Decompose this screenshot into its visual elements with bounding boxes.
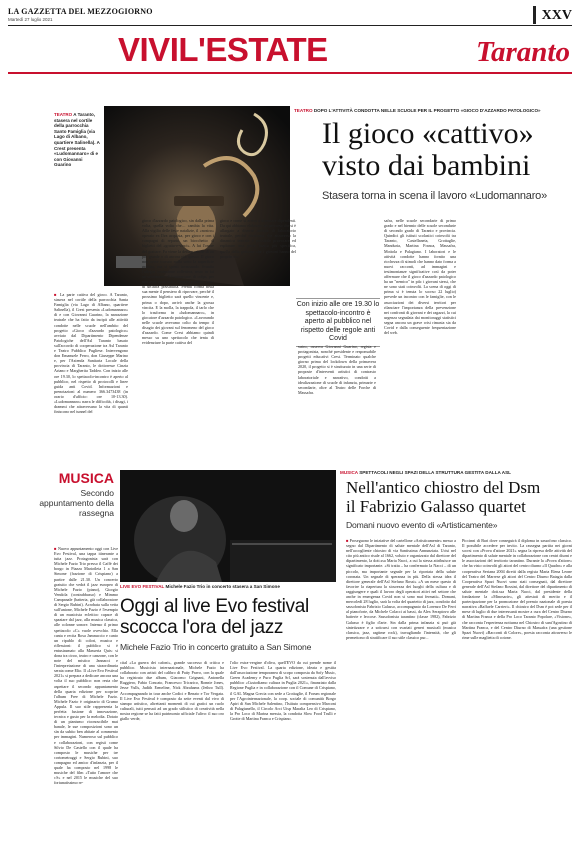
story1-caption [54, 112, 100, 168]
story2-column-2: cital «La guerra dei cafoni», grande successo di critica e pubblico. Musicista internazionale, Michele Fazio ha collaborato con artisti del calibro di Patty Pravo, con la quale ha registrato due album, Giacomo Grignani, Antonella Ruggiero, Fabio Concato, Francesco Tricarico, Ronnie Jones, Jesse Vulls, Judith Ermeline, Nick Abrahams (Jethro Tull). Accompagnando in tour anche Codici e Renato e Tor Vergata. Il Live Evo Festival è composto da sette eventi dal vivo di stampo artistico, altrettanti momenti di cui gratici un ruolo culturali, tutti pensati ad un grado stilistico di creatività nella nostra regione se ha fatti patrimonio ufficiale l'ulivo: il suo oro giallo verde, [120, 660, 224, 722]
story2-subhead: Michele Fazio Trio in concerto gratuito a San Simone [120, 642, 312, 652]
story1-caption-text: A Taranto, stasera nel cortile della parrocchia Santo Famiglia (via Lago di Albano, quartiere Salinella). A Crest presenta «Ludomannaro» di e con Giovanni Guarino [54, 112, 100, 168]
masthead-date: Martedì 27 luglio 2021 [8, 17, 53, 22]
story3-subhead: Domani nuovo evento di «Artisticamente» [346, 520, 498, 530]
story3-headline-line2: il Fabrizio Galasso quartet [346, 497, 526, 516]
story3-kicker [340, 470, 572, 475]
story1-column-2: gioco d'azzardo patologico, sin dalla prima volta, quella volta che… cambia la vita. Alla vigilia delle feste natalizie, il «nostro» operaio ex Ilva acquista, per gioco e con i compagni di reparto, un biocchetto di biglietti del «gratta-e-vinci». A lui l'onore del grattare. Fa viene la deflagrazione di un più grande o di ancora più spesso. Il gioco non avere trovato nulla sotto la superficie grattata, ma si sposti incassando. Svanita l'allegra confusione collettiva, resta in lui un sentimento di frustrazione, di colpa, per non aver vinto nulla. Reagire e subito, tenta di un'altra possibilità. Prendi forma nella sua mente il pensiero di riprovare, perché il prossimo biglietto sarà quello vincente e, prima o dopo, arrivò anche la grossa vincita. E la molla, la trappola, il tarlo che lo trasforma in «ludomannaro», in giocatore d'azzardo patologico. «Lavorando nelle scuole avevamo colto da tempo il disagio dei giovani sul fenomeno del gioco d'azzardo. Come Crest abbiamo quindi messo su uno spettacolo che tenta di evidenziare la parte cattiva del [142, 218, 214, 346]
story1-caption-tag: TEATRO [54, 112, 73, 117]
story2-photo-caption [120, 584, 336, 589]
story1-kicker-tag: TEATRO [294, 108, 313, 113]
story3-column-1 [346, 538, 456, 832]
story1-column-3b: suto», osserva Giovanni Guarino, regista e protagonista, nonché presidente e responsabile progetti educativi Crest. Terminato qualche giorno prima del lockdown della primavera 2020, il progetto si è strutturato in una serie di proposte d'interventi artistici di contrasto laboratoriale e narrativo, condotti a idealizzazione di scuole di infanzia, primarie e secondarie, oltre al Teatro delle Forche di Massafra. [298, 344, 376, 395]
section-title: VIVIL'ESTATE [118, 31, 328, 68]
pianist-photo [120, 470, 336, 582]
story2-headline [120, 596, 336, 638]
bullet-icon: ■ [346, 538, 350, 543]
story2-headline-line2: scocca l'ora del jazz [120, 617, 284, 638]
story3-column-1-text: Proseguono le iniziative del cartellone «Artisticamente» messo a segno dal Dipartimento di salute mentale dell'Asl di Taranto, nell'accogliente chiostro di via Santissima Annunziata. Ucisi nel cito più antico risale al 1662, voluto e organizzato dal direttore del dipartimento, la dott.ssa Maria Nacci, a cui la stessa attribuisce un significato importante. «Si tratta – ha confermato la Nacci – di un piccolo, ma importante segnale per la riportata della salute coronata. Un segnale di speranza in più. Della stessa idea il direttore generale dell'Asl Stefano Rossi» «A un mese questo di favorire la riapertura la sicurezza dei luoghi della cultura e di raggiungere e quali il lavoro degli operatori attivi nel settore che anche in emergenza Covid non si sono mai fermati». Domani, mercoledì 28 luglio, sarà la volta del quartetto di jazz, condotto dal sassofonista Fabrizio Galasso, accompagnato da Lorenzo De Ferri al pianoforte, da Michele Colacci ai bassi, da Alex Serapiovo alle batterie e leccose. Sassofonista tarantino (classe 1982), Fabrizio Galasso è figlio d'arte. Sin dalla prima infanzia si può già sintetizzare e a sottrarsi con svariati generi musicali (musica classica, jazz, ragtime rock), travagliando l'intensità, che gli permettono di stratificare il suo stile classico pur... [346, 538, 456, 640]
story1-column-4: safra, nelle scuole secondarie di primo grado e nel biennio delle scuole secondarie di secondo grado di Taranto e provincia. Quindici gli istituti scolastici coinvolti tra Taranto, Castellaneta, Grottaglie, Manduria, Martina Franca, Massafra, Mottola e Palagiano. I laboratori e le attività condotte hanno fornito una ricchezza di stimoli che hanno dato forma a nuovi racconti, ad immagini e testimonianze significative così da poter affermare che il gioco d'azzardo patologico ha un "nemico" in più: i giovani stessi, che ne sono stati coinvolti. La scena di oggi di prima si è tenuta lo scorso 22 luglio) prevede un incontro con le famiglie, con le associazioni dei diversi territori per rilanciare l'importanza della prevenzione nei confronti di giovani e dei ragazzi, la cui urgenza segnalata dai monitoraggi statistici segna ancora un grave crisi rimasta sia da Covid e dalla conseguente frequentazione del web. [384, 218, 456, 336]
story1-kicker [294, 108, 572, 113]
masthead [8, 6, 572, 26]
story2-photo [120, 470, 336, 582]
page-number [533, 6, 572, 24]
story3-kicker-tag: MUSICA [340, 470, 358, 475]
section-divider [8, 72, 572, 74]
story2-headline-line1: Oggi al live Evo festival [120, 596, 309, 617]
story2-photo-caption-text: Michele Fazio Trio in concerto stasera a San Simone [165, 584, 280, 589]
story2-column-1-text: Nuovo appuntamento oggi con Live Evo Festival, una tappa itinerante a tutta jazz. Protagonista sarà con Michele Fazio Trio presso il Caffè dei borgo in Piazza Mariotleta 1 a San Simone (frazione di Crispiano) a partire dalle 21.30. Un concerto gratuito che vedrà il jazz europeo di Michele Fazio (piano), Giorgio Vendola (contrabbasso) e Mimmo Campanale (batteria, già collaboratore di Sergio Rubini). Acrobata sulla vetta sull'unione, Michele Fazio è l'esempio di un musicista eclettico capace di spaziare dal jazz, alla musica classica, alle colonne sonore. Intenso il primo spettacolo «C» vuole ovevchio. Ella canta e recita Rosa Jamnuccio e canto un ripublo di colori, musica e riflessioni: il pubblico si è entusiasmato alla Masseria Quis: si dona tra ciroo, teatro e canzone, con le note del mistico Jannacci e l'interpretazione di una straordinaria serata come Elio. Il «Live Evo Festival 2021» si prepara a dedicare ancora una volta il suo pubblico: non resta che aspettare il secondo appuntamento della quarta edizione per scoprire l'album Free di Michele Fazio. Michele Fazio è originario di Grumo Appula. Il suo stile rappresenta la perfetta fusione di innovazione, tecnica e gusto per la melodia. Dotato di un pianismo riconoscibile mai banale, le sue composizioni sono un sìn da subito ben abitate al commento per immagini. Numeroso sul pubblico e collaborazioni, con registi come Silvio De Castello con il quale ha composto le musiche per tre cortometraggi e Sergio Rubini, suo compagno ed amico d'infanzia, per il quale ha composto nel 1998 le musiche del film «Tutto l'amore che c'è» e nel 2015 le musiche del suo fortunatissimo re- [54, 546, 118, 786]
story1-column-1-text: La parte cattiva del gioco. A Taranto, stasera nel cortile della parrocchia Santa Famiglia (via Lago di Albano, quartiere Salinella), il Crest presenta «Ludomannaro» di e con Giovanni Guarino, la narrazione teatrale che ha fatto da incipit alle attività condotte nelle scuole nell'ambito del progetto «Gioco d'azzardo patologico» avviato dal Dipartimento Dipendenze Patologiche dell'Asl Taranto basato sull'accordo di cooperazione tra Asl Taranto e Teatro Pubblico Pugliese. Intervengono don Emanuele Ferro, don Giuseppe Marino e, per l'Azienda Sanitaria Locale della provincia di Taranto, le dottoresse Cinzia Ariano e Margherita Taddeo. Con inizio alle ore 19.30, lo spettacolo-incontro è aperto al pubblico, nel rispetto di protocolli e linee guida anti Covid. Informazioni e prenotazioni al numero 366.3473438 (in orario d'ufficio: ore 10-13.30). «Ludomannaro» narra le difficoltà, i disagi, i drammi che attraversano la vita di quanti finiscono nel tunnel del [54, 292, 128, 415]
bullet-icon: ■ [54, 292, 60, 297]
story3-column-2: Piccinni di Bari dove conseguirà il diploma in sassofono classico. Il possibile accedere per invito. La rassegna partita nei giorni scorsi con «Prova d'attore 2021» segna la ripresa delle attività del dipartimento di salute mentale in collaborazione con centri diurni e le associazioni del territorio tarantino. Durante la «Prova d'attore» che ha visto coinvolti gli attori del centro diurno «Il Quadro» e alla cooperativa Seriana 2004 diretti dalla regista Maria Elena Leone del Teatro del Marrese gli attori del Centro Diurno Batagia dalla Cooperativa Spazi Nuovi sono stati consegnati, dal direttore generale dell'Asl Stefano Rossini, dal direttore del dipartimento di salute mentale dott.ssa Maria Nacci, dal presidente della fondazione la «Minosarie», gli attestati di merito e il partecipazione per la promozione del premio nazionale di poesia narrativa «Raffaele Carrieri». Il chiostro del Dsm è poi sede per il mese di luglio di due interessanti mostre a cura del Centro Diurno di Martina Franca e della Pro Loco Taranto Popolare, «Visione», che racconta l'esperienza notturna nel Chiostro di sant'Agostino di Martina Franca, e del Centro Diurno di Massafra (una gestione Spazi Nuovi) «Racconti di Colore», poesia racconta attraverso le rime sulle maglietta di cotone. [462, 538, 572, 640]
story1-kicker-text: DOPO L'ATTIVITÀ CONDOTTA NELLE SCUOLE PER IL PROGETTO «GIOCO D'AZZARDO PATOLOGICO» [313, 108, 541, 113]
story1-column-3: gioco e come si arriva a diventare dipendenti. Da qui abbiamo elaborato un percorso che si è allargato a diverse attività di laboratorio teatrale, perché riteniamo che attraverso la dinamica teatrale è possibile provocare ed esplorare una parte fuzica più specifica, quella della gestione che i giovani hanno del proprio vis- [220, 218, 296, 259]
story2-photo-tag: LIVE EVO FESTIVAL [120, 584, 165, 589]
bullet-icon: ■ [54, 546, 58, 551]
masthead-paper-name: LA GAZZETTA DEL MEZZOGIORNO [8, 7, 153, 16]
story1-column-1 [54, 292, 128, 468]
page-number-text: XXV [541, 8, 572, 23]
story1-headline-line1: Il gioco «cattivo» [322, 117, 534, 150]
story3-headline-line1: Nell'antico chiostro del Dsm [346, 478, 541, 497]
story1-column-5 [460, 218, 572, 468]
section-bar [8, 30, 572, 74]
story3-kicker-text: SPETTACOLI NEGLI SPAZI DELLA STRUTTURA GESTITA DALLA ASL [359, 470, 511, 475]
story2-label-sub: Secondo appuntamento della rassegna [39, 488, 114, 518]
story2-section-label: MUSICA [58, 470, 114, 486]
story1-headline [322, 118, 572, 182]
story1-subhead: Stasera torna in scena il lavoro «Ludomannaro» [322, 190, 548, 202]
story2-column-1 [54, 546, 118, 832]
story1-headline-line2: visto dai bambini [322, 149, 531, 182]
story2-column-3: l'olio extra-vergine d'oliva, quell'EVO da cui prende nome il Live Evo Festival. La quarta edizione, ideata e gestita dall'associazione temporanea di scopo composta da Sofy Music, Green Academy e Puro Puglia Srl, sarà sostenuta dall'avviso pubblico «Custodiamo cultura in Puglia 2021», finanziato dalla Regione Puglia e in collaborazione con il Comune di Crispiano, il GAL Magna Grecia con sede a Grottaglie, il Forum regionale per l'Agrointernazionale, la coop. sociale di comunità Borgo Apiri di San Michele Salentino, l'Istituto comprensivo Marconi di Palagianello, il Circolo Arci Uisp Maralia Leo di Crispiano, la Pro Loco di Marina messia, la condotta Slow Food Trulli e Grotte di Martina Franca e Crispiano. [230, 660, 336, 722]
story1-pull-quote: Con inizio alle ore 19.30 lo spettacolo-incontro è aperto al pubblico nel rispetto delle regole anti Covid [296, 298, 380, 347]
story3-headline [346, 478, 572, 516]
section-city: Taranto [475, 36, 570, 68]
